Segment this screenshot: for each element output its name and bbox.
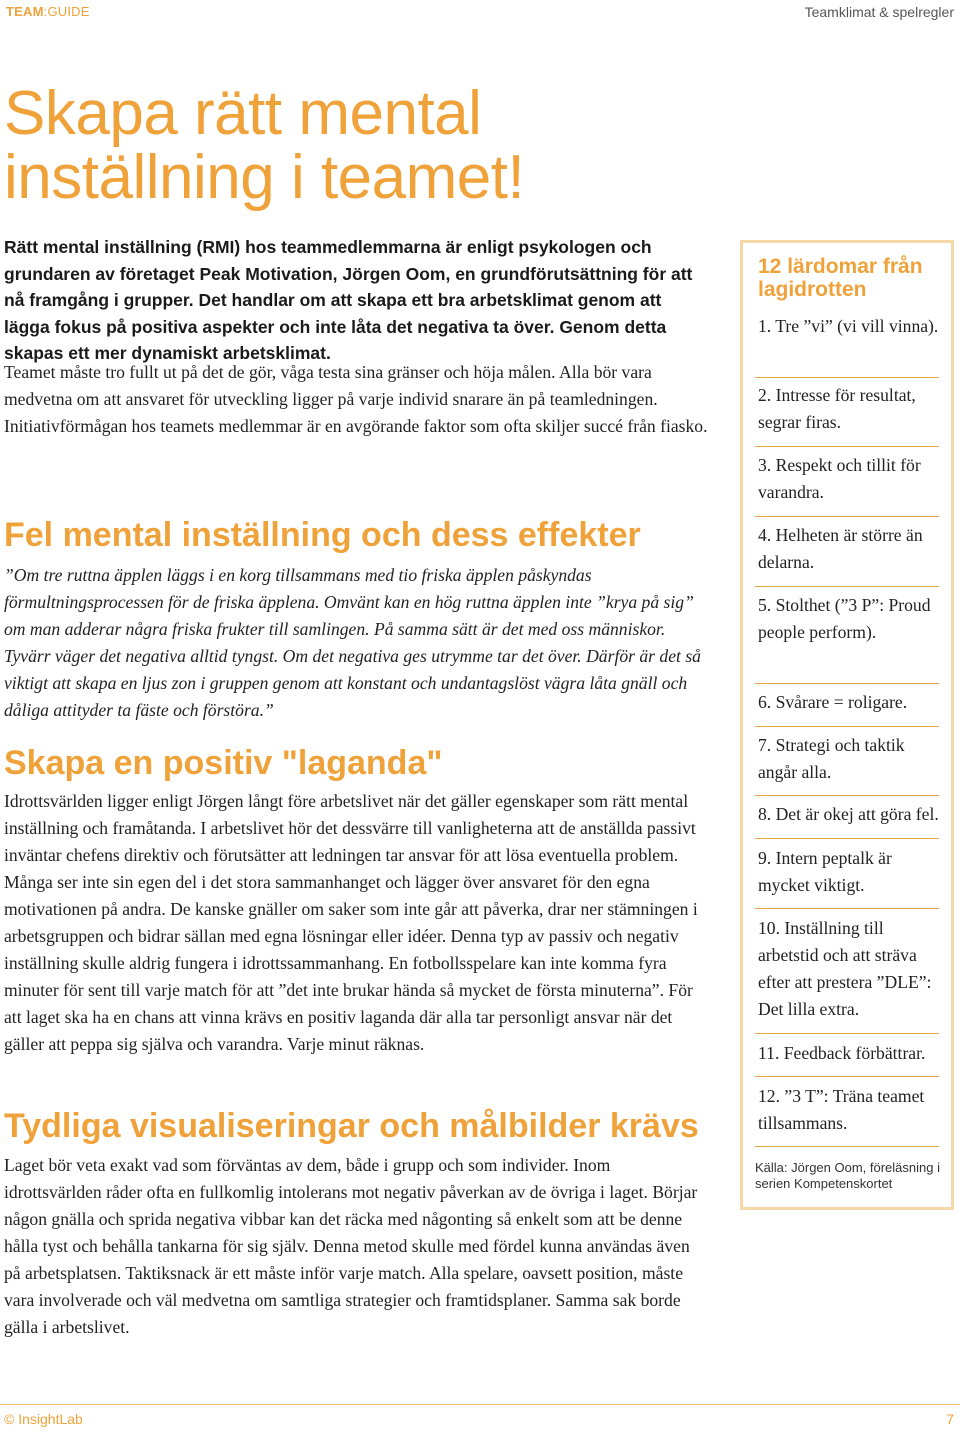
lesson-item-12: 12. ”3 T”: Träna teamet tillsammans. [758,1086,925,1133]
divider [755,683,939,684]
divider [755,1076,939,1077]
lesson-item-2: 2. Intresse för resultat, segrar firas. [758,385,916,432]
footer-divider [0,1404,960,1405]
body-paragraph-1: Teamet måste tro fullt ut på det de gör, våga testa sina gränser och höja målen. Alla bör vara medvetna om att ansvaret för utveckling ligger på varje individ snarare än på teamledningen. Initiativförmågan hos teamets medlemmar är en avgörande faktor som ofta skiljer succé från fiasko. [4,362,708,436]
divider [755,908,939,909]
sidebar-title: 12 lärdomar från lagidrotten [758,255,923,301]
header-section-title: Teamklimat & spelregler [804,4,954,20]
brand-team: TEAM [6,4,44,19]
divider [755,1146,939,1147]
lesson-item-7: 7. Strategi och taktik angår alla. [758,735,905,782]
quote-paragraph: ”Om tre ruttna äpplen läggs i en korg tillsammans med tio friska äpplen påskyndas förmultningsprocessen för de friska äpplena. Omvänt kan en hög ruttna äpplen inte ”krya på sig” om man adderar några friska frukter till samlingen. På samma sätt är det med oss människor. Tyvärr väger det negativa alltid tyngst. Om det negativa ges utrymme tar det över. Därför är det så viktigt att skapa en ljus zon i gruppen genom att konstant och undantagslöst vägra låta gnäll och dåliga attityder ta fäste och förstöra.” [4,565,701,720]
lesson-item-1: 1. Tre ”vi” (vi vill vinna). [758,316,939,336]
divider [755,1033,939,1034]
brand-separator: : [43,4,48,19]
section-heading-visualisation: Tydliga visualiseringar och målbilder krävs [4,1107,699,1145]
lesson-item-8: 8. Det är okej att göra fel. [758,804,939,824]
lesson-item-11: 11. Feedback förbättrar. [758,1043,926,1063]
page-title-line-1: Skapa rätt mental [4,79,482,148]
divider [755,516,939,517]
lesson-item-9: 9. Intern peptalk är mycket viktigt. [758,848,892,895]
sidebar-lessons-box [740,240,954,1210]
lesson-item-3: 3. Respekt och tillit för varandra. [758,455,921,502]
page-title-line-2: inställning i teamet! [4,143,525,212]
section-heading-negative-mindset: Fel mental inställning och dess effekter [4,516,641,554]
body-paragraph-team-spirit: Idrottsvärlden ligger enligt Jörgen långt före arbetslivet när det gäller egenskaper som rätt mental inställning och framåtanda. I arbetslivet hör det dessvärre till vanligheterna att de anställda passivt inväntar chefens direktiv och förutsätter att ledningen tar ansvar för att lösa eventuella problem. Många ser inte sin egen del i det stora sammanhanget och lägger över ansvaret för den egna motivationen på andra. De kanske gnäller om saker som inte går att påverka, drar ner stämningen i arbetsgruppen och bidrar sällan med egna lösningar eller idéer. Denna typ av passiv och negativ inställning skulle aldrig fungera i idrottssammanhang. En fotbollsspelare kan inte komma fyra minuter för sent till varje match för att ”det inte brukar hända så mycket de första minuterna”. För att laget ska ha en chans att vinna krävs en positiv laganda där alla tar personligt ansvar när det gäller att peppa sig själva och varandra. Varje minut räknas. [4,791,698,1054]
lesson-item-10: 10. Inställning till arbetstid och att sträva efter att prestera ”DLE”: Det lilla extra. [758,918,932,1019]
divider [755,726,939,727]
divider [755,586,939,587]
lesson-item-4: 4. Helheten är större än delarna. [758,525,923,572]
body-paragraph-visualisation: Laget bör veta exakt vad som förväntas av dem, både i grupp och som individer. Inom idrottsvärlden råder ofta en fullkomlig intolerans mot negativ påverkan av de övriga i laget. Börjar någon gnälla och sprida negativa vibbar kan det räcka med någonting så enkelt som att be denne hålla tyst och behålla tankarna för sig själv. Denna metod skulle med fördel kunna användas även på arbetsplatsen. Taktiksnack är ett måste inför varje match. Alla spelare, oavsett position, måste vara involverade och väl medvetna om samtliga strategier och framtidsplaner. Samma sak borde gälla i arbetslivet. [4,1155,698,1337]
page-number: 7 [946,1411,954,1427]
divider [755,795,939,796]
header-brand [6,4,90,19]
source-citation: Källa: Jörgen Oom, föreläsning i serien Kompetenskortet [755,1160,940,1191]
page-title [4,79,724,212]
brand-guide: GUIDE [47,4,90,19]
divider [755,446,939,447]
intro-paragraph: Rätt mental inställning (RMI) hos teammedlemmarna är enligt psykologen och grundaren av företaget Peak Motivation, Jörgen Oom, en grundförutsättning för att nå framgång i grupper. Det handlar om att skapa ett bra arbetsklimat genom att lägga fokus på positiva aspekter och inte låta det negativa ta över. Genom detta skapas ett mer dynamiskt arbetsklimat. [4,237,693,363]
lesson-item-6: 6. Svårare = roligare. [758,692,908,712]
divider [755,838,939,839]
footer-copyright: © InsightLab [4,1411,83,1427]
section-heading-team-spirit: Skapa en positiv "laganda" [4,744,443,782]
divider [755,377,939,378]
lesson-item-5: 5. Stolthet (”3 P”: Proud people perform). [758,595,931,642]
